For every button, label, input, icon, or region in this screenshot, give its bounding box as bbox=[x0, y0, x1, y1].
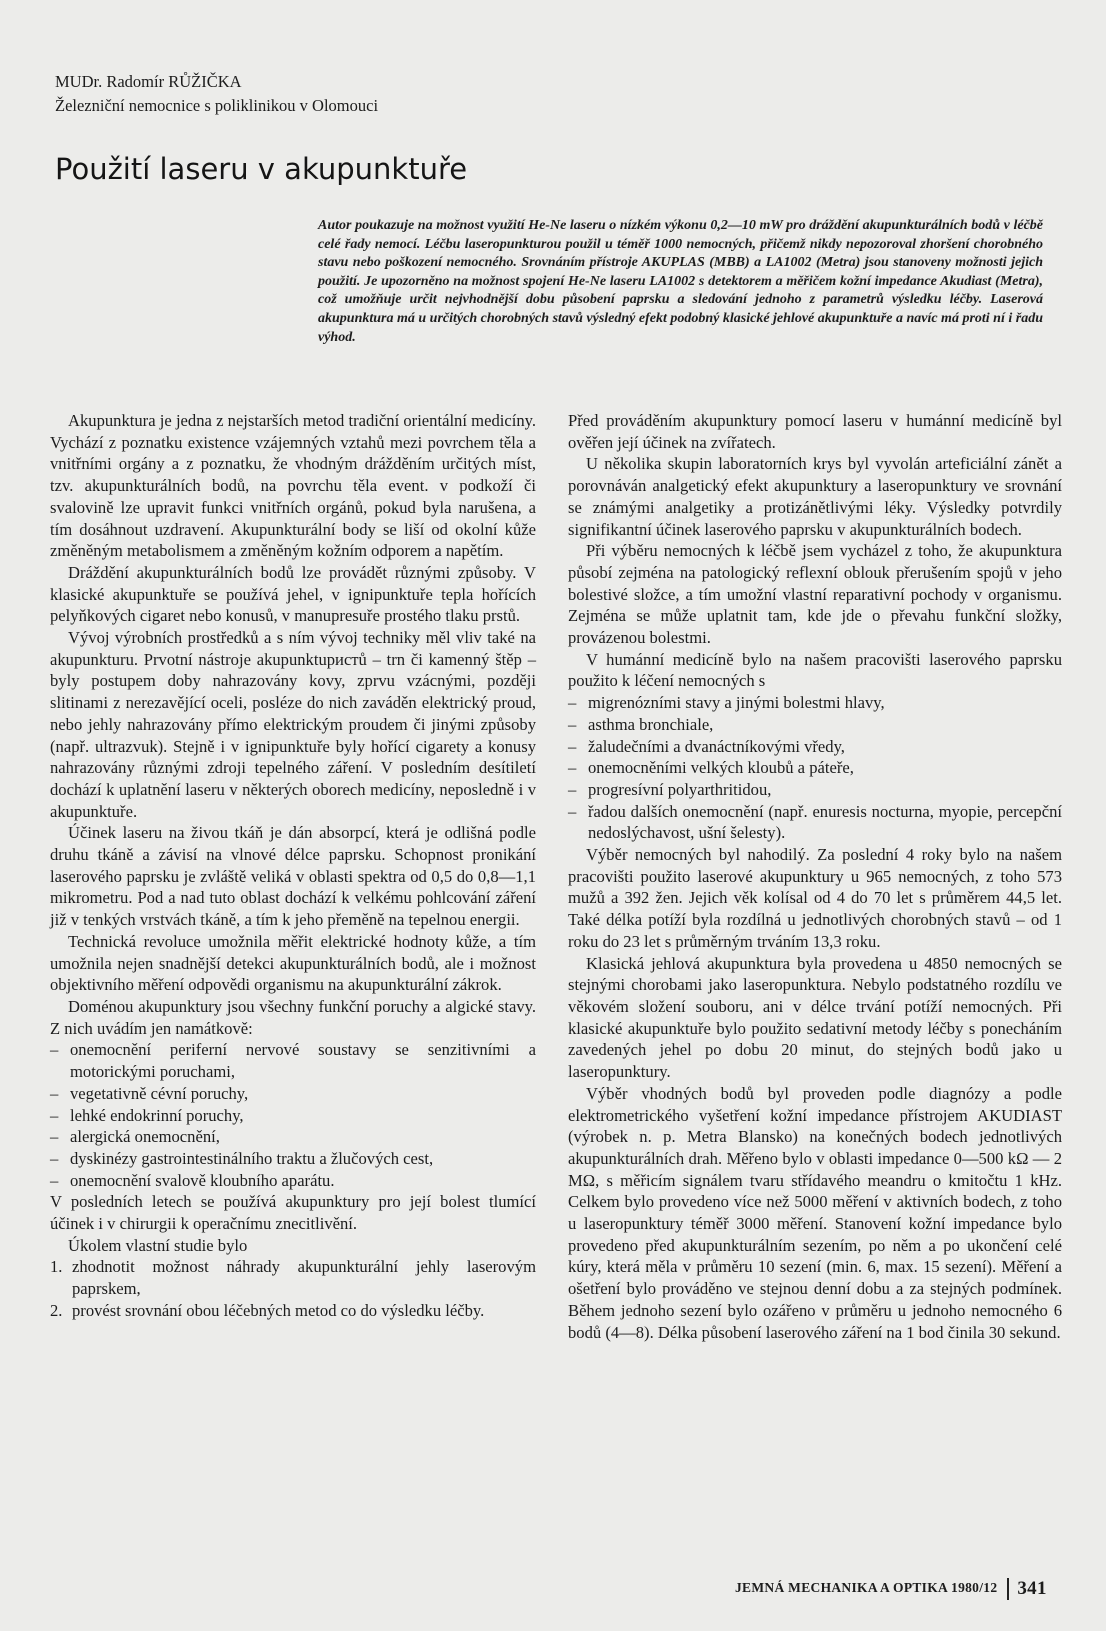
paragraph: V posledních letech se používá akupunktury pro její bolest tlumící účinek i v chirurgii k operačnímu znecitlivění. bbox=[50, 1192, 536, 1234]
list-item: – progresívní polyarthritidou, bbox=[568, 779, 772, 799]
author-affiliation: Železniční nemocnice s poliklinikou v Olomouci bbox=[55, 96, 379, 115]
article-title: Použití laseru v akupunktuře bbox=[55, 152, 468, 186]
paragraph: U několika skupin laboratorních krys byl vyvolán arteficiální zánět a porovnáván analgetický efekt akupunktury a laseropunktury ve srovnání se známými analgetiky a protizánětlivými léky. Výsledky potvrdily signifikantní účinek laserového paprsku v akupunkturálních bodech. bbox=[568, 454, 1062, 539]
page-footer bbox=[735, 1578, 1047, 1600]
paragraph: Při výběru nemocných k léčbě jsem vycházel z toho, že akupunktura působí zejména na patologický reflexní oblouk přerušením spojů v jeho bolestivé složce, a tím umožní vlastní reparativní pochody v organismu. Zejména se může uplatnit tam, kde jde o převahu funkční složky, provázenou bolestmi. bbox=[568, 541, 1062, 648]
paragraph: Klasická jehlová akupunktura byla provedena u 4850 nemocných se stejnými chorobami jako laseropunktura. Nebylo podstatného rozdílu ve věkovém složení souboru, ani v délce trvání potíží nemocných. Při klasické akupunktuře bylo použito sedativní metody léčby s ponecháním zavedených jehel po dobu 20 minut, do stejných bodů jako u laseropunktury. bbox=[568, 953, 1062, 1082]
paragraph: Doménou akupunktury jsou všechny funkční poruchy a algické stavy. Z nich uvádím jen namátkově: bbox=[50, 996, 536, 1038]
author-block bbox=[55, 70, 378, 118]
abstract: Autor poukazuje na možnost využití He-Ne laseru o nízkém výkonu 0,2—10 mW pro dráždění akupunkturálních bodů v léčbě celé řady nemocí. Léčbu laseropunkturou použil u téměř 1000 nemocných, přičemž nikdy nepozoroval zhoršení chorobného stavu nebo poškození nemocného. Srovnáním přístroje AKUPLAS (MBB) a LA1002 (Metra) jsou stanoveny možnosti jejich použití. Je upozorněno na možnost spojení He-Ne laseru LA1002 s detektorem a měřičem kožní impedance Akudiast (Metra), což umožňuje určit nejvhodnější dobu působení paprsku a sledování jednoho z parametrů výsledku léčby. Laserová akupunktura má u určitých chorobných stavů výsledný efekt podobný klasické jehlové akupunktuře a navíc má proti ní i řadu výhod. bbox=[318, 218, 1043, 345]
paragraph: Výběr vhodných bodů byl proveden podle diagnózy a podle elektrometrického vyšetření kožní impedance přístrojem AKUDIAST (výrobek n. p. Metra Blansko) na konečných bodech jednotlivých akupunkturálních drah. Měřeno bylo v oblasti impedance 0—500 kΩ — 2 MΩ, s měřicím signálem tvaru střídavého meandru o kmitočtu 1 kHz. Celkem bylo provedeno více než 5000 měření v aktivních bodech, z toho u laseropunktury téměř 3000 měření. Stanovení kožní impedance bylo provedeno před akupunkturálním sezením, po něm a po ukončení celé kúry, která měla v průměru 10 sezení (min. 6, max. 15 sezení). Měření a ošetření bylo prováděno ve stejnou denní dobu a za stejných podmínek. Během jednoho sezení bylo ozářeno v průměru u jednoho nemocného 6 bodů (4—8). Délka působení laserového záření na 1 bod činila 30 sekund. bbox=[568, 1083, 1062, 1342]
right-column bbox=[568, 410, 1062, 1343]
list-item: – lehké endokrinní poruchy, bbox=[50, 1105, 244, 1125]
paragraph: Vývoj výrobních prostředků a s ním vývoj techniky měl vliv také na akupunkturu. Prvotní nástroje akupunktuристů – trn či kamenný štěp – byly postupem doby nahrazovány kovy, zprvu vzácnými, později slitinami z nerezavějící oceli, posléze do nich zaváděn elektrický proud, nebo jehly nahrazovány přímo elektrickým proudem či jinými způsoby (např. ultrazvuk). Stejně i v ignipunktuře byly hořící cigarety a konusy nahrazovány různými zdroji tepelného záření. V posledním desítiletí dochází k uplatnění laseru v některých oborech medicíny, neposledně i v akupunktuře. bbox=[50, 628, 536, 821]
list-item: – dyskinézy gastrointestinálního traktu a žlučových cest, bbox=[50, 1148, 434, 1168]
footer-divider bbox=[1007, 1578, 1009, 1600]
paragraph: Dráždění akupunkturálních bodů lze provádět různými způsoby. V klasické akupunktuře se používá jehel, v ignipunktuře tepla hořících pelyňkových cigaret nebo konusů, v manupresuře prostého tlaku prstů. bbox=[50, 562, 536, 626]
page-number: 341 bbox=[1017, 1578, 1047, 1599]
paragraph: Akupunktura je jedna z nejstarších metod tradiční orientální medicíny. Vychází z poznatku existence vzájemných vztahů mezi povrchem těla a vnitřními orgány a z poznatku, že vhodným drážděním určitých míst, tzv. akupunkturálních bodů, na povrchu těla event. v podkoží či svalovině lze upravit funkci vnitřních orgánů, pokud byla narušena, a tím dosáhnout uzdravení. Akupunkturální body se liší od okolní kůže změněným metabolismem a změněným kožním odporem a napětím. bbox=[50, 411, 536, 561]
list-item: – alergická onemocnění, bbox=[50, 1127, 220, 1147]
list-item: – migrenózními stavy a jinými bolestmi hlavy, bbox=[568, 693, 885, 713]
study-goals-list bbox=[50, 1256, 536, 1321]
list-item: – žaludečními a dvanáctníkovými vředy, bbox=[568, 736, 845, 756]
paragraph: Účinek laseru na živou tkáň je dán absorpcí, která je odlišná podle druhu tkáně a závisí na vlnové délce paprsku. Schopnost pronikání laserového paprsku je zvláště veliká v oblasti spektra od 0,5 do 0,8—1,1 mikrometru. Pod a nad tuto oblast dochází k velkému pohlcování záření již v tenkých vrstvách tkáně, a tím k jeho přeměně na tepelnou energii. bbox=[50, 823, 536, 930]
list-item: – onemocnění svalově kloubního aparátu. bbox=[50, 1170, 335, 1190]
treatment-list bbox=[568, 692, 1062, 844]
author-name: MUDr. Radomír RŮŽIČKA bbox=[55, 72, 242, 91]
paragraph: Před prováděním akupunktury pomocí laseru v humánní medicíně byl ověřen její účinek na zvířatech. bbox=[568, 411, 1062, 452]
paragraph: Technická revoluce umožnila měřit elektrické hodnoty kůže, a tím umožnila nejen snadnější detekci akupunkturálních bodů, ale i možnost objektivního měření odpovědi organismu na akupunkturální zákrok. bbox=[50, 931, 536, 995]
list-item: – řadou dalších onemocnění (např. enuresis nocturna, myopie, percepční nedoslýchavost, ušní šelesty). bbox=[568, 801, 1062, 843]
paragraph: Úkolem vlastní studie bylo bbox=[68, 1235, 248, 1255]
paragraph: Výběr nemocných byl nahodilý. Za poslední 4 roky bylo na našem pracovišti použito laserové akupunktury u 965 nemocných, z toho 573 mužů a 392 žen. Jejich věk kolísal od 4 do 70 let s průměrem 44,5 let. Také délka potíží byla rozdílná u jednotlivých chorobných stavů – od 1 roku do 23 let s průměrným trváním 13,3 roku. bbox=[568, 845, 1062, 951]
list-item: – onemocnění periferní nervové soustavy se senzitivními a motorickými poruchami, bbox=[50, 1040, 536, 1082]
indication-list bbox=[50, 1039, 536, 1191]
list-item: 1. zhodnotit možnost náhrady akupunkturální jehly laserovým paprskem, bbox=[50, 1257, 536, 1299]
left-column bbox=[50, 410, 536, 1322]
list-item: – vegetativně cévní poruchy, bbox=[50, 1083, 249, 1103]
paragraph: V humánní medicíně bylo na našem pracovišti laserového paprsku použito k léčení nemocných s bbox=[568, 649, 1062, 691]
list-item: – onemocněními velkých kloubů a páteře, bbox=[568, 758, 854, 778]
journal-name: JEMNÁ MECHANIKA A OPTIKA 1980/12 bbox=[735, 1580, 998, 1596]
list-item: – asthma bronchiale, bbox=[568, 714, 714, 734]
list-item: 2. provést srovnání obou léčebných metod co do výsledku léčby. bbox=[50, 1300, 485, 1320]
